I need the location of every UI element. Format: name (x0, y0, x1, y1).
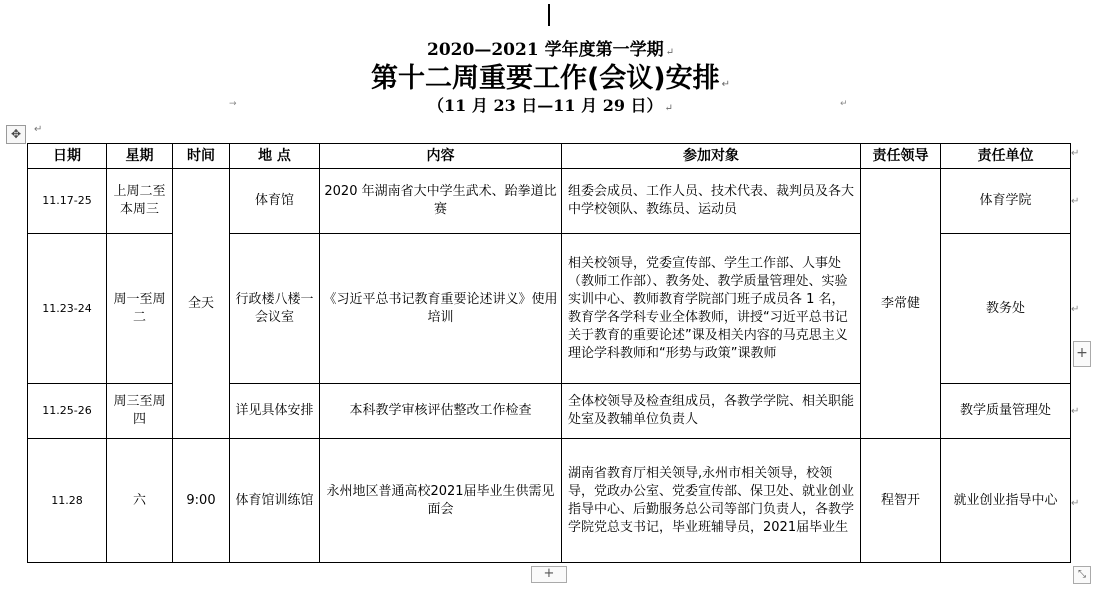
cell-participants: 湖南省教育厅相关领导,永州市相关领导，校领导，党政办公室、党委宣传部、保卫处、就业创业指导中心、后勤服务总公司等部门负责人，各教学学院党总支书记，毕业班辅导员，2021届毕业生 (562, 439, 861, 563)
cell-content: 本科教学审核评估整改工作检查 (320, 384, 562, 439)
cell-unit: 体育学院 (941, 169, 1071, 234)
cell-weekday: 六 (107, 439, 173, 563)
date-range: （11 月 23 日—11 月 29 日） ↵ (428, 96, 673, 115)
table-resize-handle-icon[interactable]: ⤡ (1073, 566, 1091, 584)
cell-time: 全天 (173, 169, 230, 439)
header-location: 地 点 (230, 144, 320, 169)
row-end-mark: ↵ (1071, 498, 1080, 509)
cell-time: 9:00 (173, 439, 230, 563)
add-column-button[interactable]: + (1073, 341, 1091, 367)
cell-location: 体育馆训练馆 (230, 439, 320, 563)
row-end-mark: ↵ (1071, 148, 1080, 159)
cell-participants: 相关校领导，党委宣传部、学生工作部、人事处（教师工作部）、教务处、教学质量管理处、实验实训中心、教师教育学院部门班子成员各 1 名，教育学各学科专业全体教师，讲授“习近平总书记关于教育的重要论述”课及相关内容的马克思主义理论学科教师和“形势与政策”课教师 (562, 234, 861, 384)
cell-weekday: 周三至周四 (107, 384, 173, 439)
header-leader: 责任领导 (861, 144, 941, 169)
page-title: 第十二周重要工作(会议)安排 ↵ (370, 63, 731, 94)
cell-location: 体育馆 (230, 169, 320, 234)
header-content: 内容 (320, 144, 562, 169)
paragraph-mark: ↵ (840, 99, 848, 109)
table-move-handle-icon[interactable]: ✥ (6, 125, 26, 144)
cell-leader: 李常健 (861, 169, 941, 439)
cell-participants: 全体校领导及检查组成员，各教学学院、相关职能处室及教辅单位负责人 (562, 384, 861, 439)
row-end-mark: ↵ (1071, 406, 1080, 417)
table-row (28, 169, 1071, 234)
tab-mark: → (229, 99, 237, 109)
row-end-mark: ↵ (1071, 304, 1080, 315)
header-unit: 责任单位 (941, 144, 1071, 169)
cell-date: 11.17-25 (28, 169, 107, 234)
cell-unit: 教学质量管理处 (941, 384, 1071, 439)
cell-content: 永州地区普通高校2021届毕业生供需见面会 (320, 439, 562, 563)
cell-location: 详见具体安排 (230, 384, 320, 439)
text-cursor (548, 4, 550, 26)
cell-unit: 教务处 (941, 234, 1071, 384)
paragraph-mark: ↵ (34, 124, 43, 135)
cell-participants: 组委会成员、工作人员、技术代表、裁判员及各大中学校领队、教练员、运动员 (562, 169, 861, 234)
header-weekday: 星期 (107, 144, 173, 169)
cell-leader: 程智开 (861, 439, 941, 563)
schedule-table (27, 143, 1071, 563)
cell-date: 11.28 (28, 439, 107, 563)
cell-location: 行政楼八楼一会议室 (230, 234, 320, 384)
header-participants: 参加对象 (562, 144, 861, 169)
header-time: 时间 (173, 144, 230, 169)
cell-date: 11.25-26 (28, 384, 107, 439)
cell-content: 2020 年湖南省大中学生武术、跆拳道比赛 (320, 169, 562, 234)
cell-weekday: 上周二至本周三 (107, 169, 173, 234)
cell-date: 11.23-24 (28, 234, 107, 384)
table-row (28, 439, 1071, 563)
header-date: 日期 (28, 144, 107, 169)
cell-weekday: 周一至周二 (107, 234, 173, 384)
cell-unit: 就业创业指导中心 (941, 439, 1071, 563)
row-end-mark: ↵ (1071, 196, 1080, 207)
table-header-row (28, 144, 1071, 169)
add-row-button[interactable]: + (531, 566, 567, 583)
cell-content: 《习近平总书记教育重要论述讲义》使用培训 (320, 234, 562, 384)
semester-heading: 2020—2021 学年度第一学期 ↵ (427, 40, 674, 60)
